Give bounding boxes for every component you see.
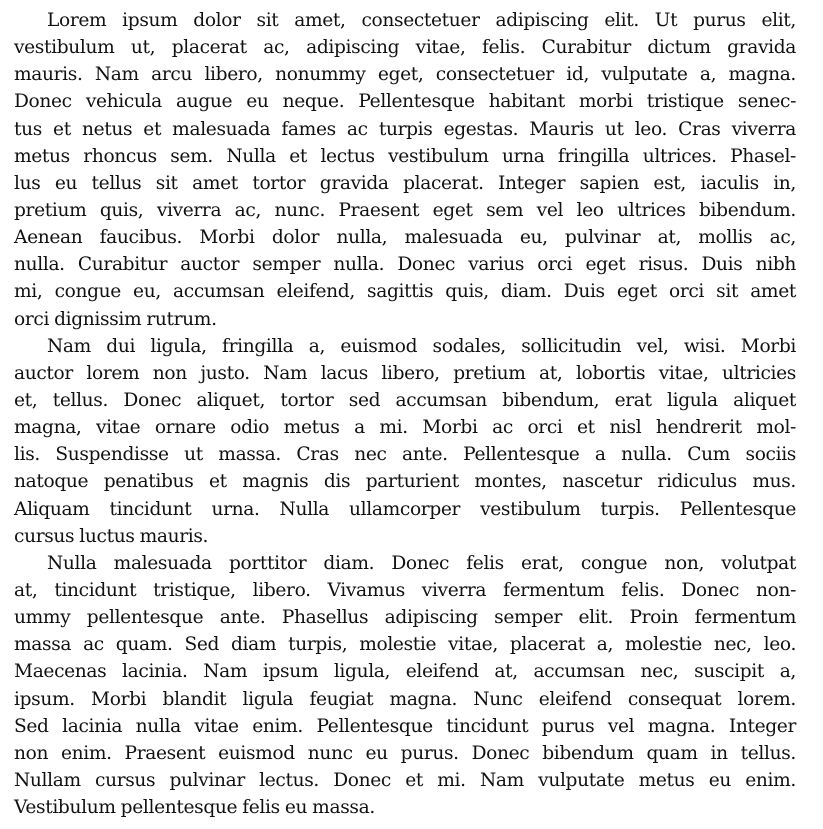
paragraph-1 — [14, 7, 796, 333]
text-line: nulla. Curabitur auctor semper nulla. Donec varius orci eget risus. Duis nibh — [14, 254, 796, 276]
text-line: ipsum. Morbi blandit ligula feugiat magna. Nunc eleifend consequat lorem. — [14, 688, 796, 710]
text-line: massa ac quam. Sed diam turpis, molestie vitae, placerat a, molestie nec, leo. — [14, 634, 796, 656]
body-text — [14, 7, 796, 821]
text-line: natoque penatibus et magnis dis parturient montes, nascetur ridiculus mus. — [14, 471, 796, 493]
text-line: tus et netus et malesuada fames ac turpis egestas. Mauris ut leo. Cras viverra — [14, 118, 796, 140]
text-line: cursus luctus mauris. — [14, 525, 209, 547]
text-line: Maecenas lacinia. Nam ipsum ligula, eleifend at, accumsan nec, suscipit a, — [14, 661, 796, 683]
text-line: Donec vehicula augue eu neque. Pellentesque habitant morbi tristique senec- — [14, 91, 796, 113]
text-line: at, tincidunt tristique, libero. Vivamus viverra fermentum felis. Donec non- — [14, 579, 796, 601]
text-line: magna, vitae ornare odio metus a mi. Morbi ac orci et nisl hendrerit mol- — [14, 417, 796, 439]
text-line: Lorem ipsum dolor sit amet, consectetuer adipiscing elit. Ut purus elit, — [47, 10, 796, 31]
text-line: Nullam cursus pulvinar lectus. Donec et mi. Nam vulputate metus eu enim. — [14, 769, 796, 791]
text-line: non enim. Praesent euismod nunc eu purus. Donec bibendum quam in tellus. — [14, 742, 796, 764]
text-line: ummy pellentesque ante. Phasellus adipiscing semper elit. Proin fermentum — [14, 607, 796, 629]
text-line: Nulla malesuada porttitor diam. Donec felis erat, congue non, volutpat — [47, 552, 796, 574]
text-line: Vestibulum pellentesque felis eu massa. — [14, 797, 375, 819]
text-line: pretium quis, viverra ac, nunc. Praesent eget sem vel leo ultrices bibendum. — [14, 199, 796, 221]
text-line: lus eu tellus sit amet tortor gravida placerat. Integer sapien est, iaculis in, — [14, 172, 796, 194]
paragraph-2 — [14, 333, 796, 550]
text-line: Sed lacinia nulla vitae enim. Pellentesque tincidunt purus vel magna. Integer — [14, 715, 796, 737]
text-line: mauris. Nam arcu libero, nonummy eget, consectetuer id, vulputate a, magna. — [14, 64, 796, 86]
text-line: Aliquam tincidunt urna. Nulla ullamcorper vestibulum turpis. Pellentesque — [14, 498, 796, 520]
text-line: vestibulum ut, placerat ac, adipiscing vitae, felis. Curabitur dictum gravida — [14, 37, 796, 59]
text-line: metus rhoncus sem. Nulla et lectus vestibulum urna fringilla ultrices. Phasel- — [14, 145, 796, 167]
text-line: auctor lorem non justo. Nam lacus libero, pretium at, lobortis vitae, ultricies — [14, 362, 796, 384]
text-line: et, tellus. Donec aliquet, tortor sed accumsan bibendum, erat ligula aliquet — [14, 389, 796, 411]
text-line: lis. Suspendisse ut massa. Cras nec ante. Pellentesque a nulla. Cum sociis — [14, 444, 796, 466]
text-line: mi, congue eu, accumsan eleifend, sagittis quis, diam. Duis eget orci sit amet — [14, 281, 796, 303]
paragraph-3 — [14, 550, 796, 821]
text-line: Aenean faucibus. Morbi dolor nulla, malesuada eu, pulvinar at, mollis ac, — [14, 227, 796, 249]
text-line: Nam dui ligula, fringilla a, euismod sodales, sollicitudin vel, wisi. Morbi — [47, 335, 796, 357]
text-line: orci dignissim rutrum. — [14, 308, 217, 330]
